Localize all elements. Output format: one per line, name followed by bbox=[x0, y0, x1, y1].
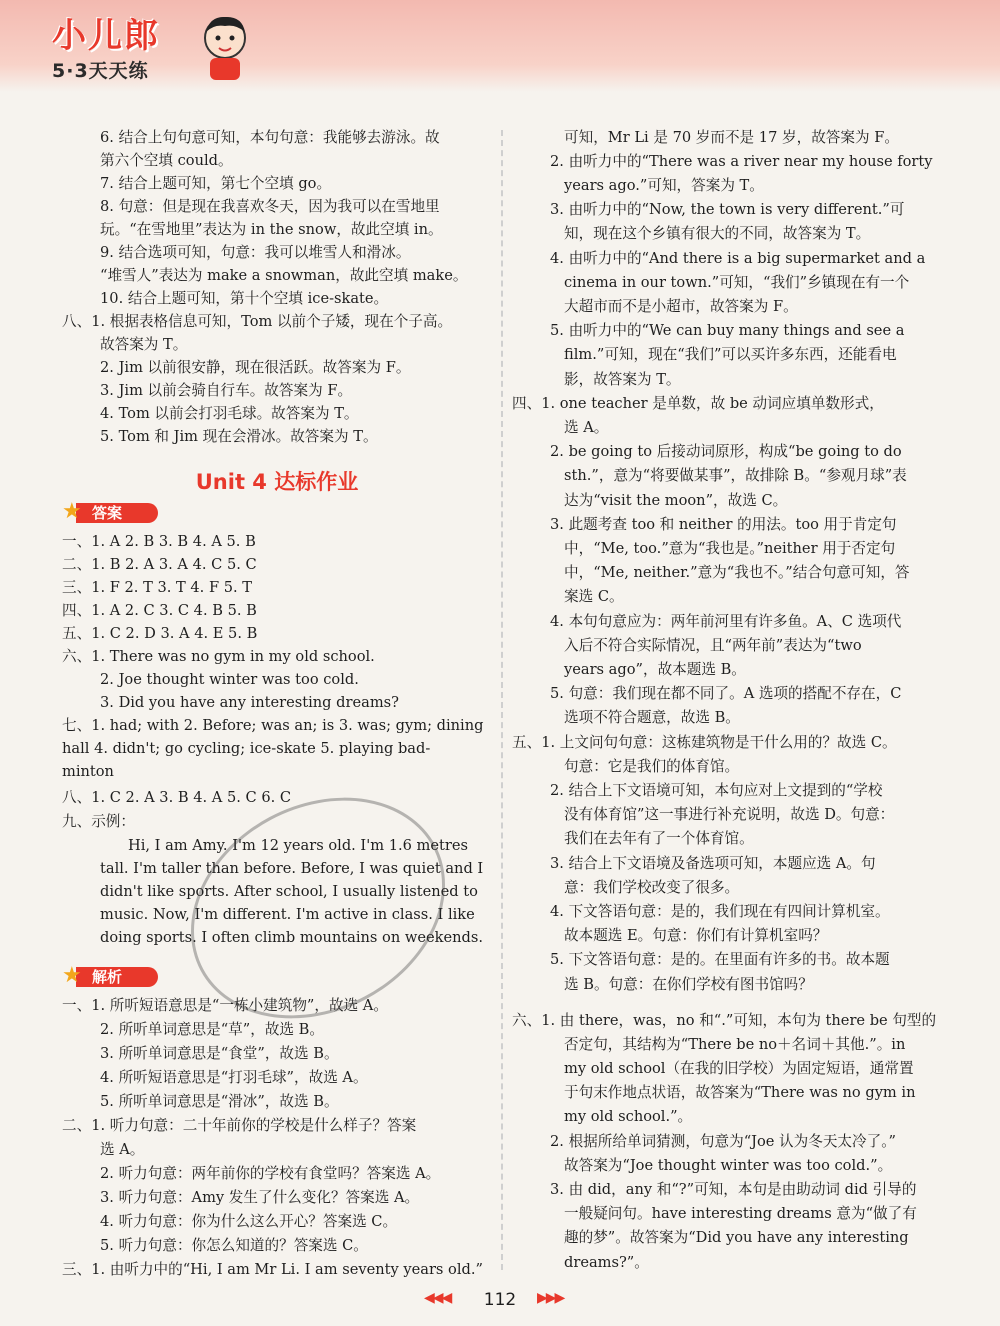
text-line: 3. 结合上下文语境及备选项可知，本题应选 A。句 bbox=[550, 855, 876, 872]
analysis-line: 4. 听力句意：你为什么这么开心？答案选 C。 bbox=[100, 1213, 398, 1230]
analysis-line: 4. 所听短语意思是“打羽毛球”，故选 A。 bbox=[100, 1069, 368, 1086]
text-line: 案选 C。 bbox=[564, 588, 624, 605]
text-line: 于句末作地点状语，故答案为“There was no gym in bbox=[564, 1084, 916, 1101]
text-line: 4. Tom 以前会打羽毛球。故答案为 T。 bbox=[100, 405, 359, 422]
text-line: 中，“Me, too.”意为“我也是。”neither 用于否定句 bbox=[564, 540, 896, 557]
page-header bbox=[0, 0, 1000, 92]
page-footer bbox=[0, 1290, 1000, 1314]
essay-line: music. Now, I'm different. I'm active in class. I like bbox=[100, 906, 475, 923]
text-line: 中，“Me, neither.”意为“我也不。”结合句意可知，答 bbox=[564, 564, 910, 581]
text-line: 4. 由听力中的“And there is a big supermarket and a bbox=[550, 250, 926, 267]
answer-line: 一、1. A 2. B 3. B 4. A 5. B bbox=[62, 533, 256, 550]
logo-subtitle: 5·3天天练 bbox=[52, 60, 149, 82]
unit-heading: Unit 4 达标作业 bbox=[195, 470, 359, 494]
essay-line: doing sports. I often climb mountains on weekends. bbox=[100, 929, 483, 946]
text-line: sth.”，意为“将要做某事”，故排除 B。“参观月球”表 bbox=[564, 467, 907, 484]
text-line: 五、1. 上文问句句意：这栋建筑物是干什么用的？故选 C。 bbox=[512, 734, 897, 751]
text-line: 5. Tom 和 Jim 现在会滑冰。故答案为 T。 bbox=[100, 428, 378, 445]
text-line: 我们在去年有了一个体育馆。 bbox=[564, 830, 754, 847]
star-icon: ★ bbox=[62, 963, 82, 988]
text-line: my old school（在我的旧学校）为固定短语，通常置 bbox=[564, 1060, 914, 1077]
text-line: 大超市而不是小超市，故答案为 F。 bbox=[564, 298, 798, 315]
text-line: 8. 句意：但是现在我喜欢冬天，因为我可以在雪地里 bbox=[100, 198, 440, 215]
analysis-line: 3. 所听单词意思是“食堂”，故选 B。 bbox=[100, 1045, 339, 1062]
text-line: 入后不符合实际情况，且“两年前”表达为“two bbox=[564, 637, 862, 654]
answer-line: hall 4. didn't; go cycling; ice-skate 5. playing bad- bbox=[62, 740, 431, 757]
text-line: 影，故答案为 T。 bbox=[564, 371, 681, 388]
text-line: 5. 句意：我们现在都不同了。A 选项的搭配不存在，C bbox=[550, 685, 902, 702]
star-icon: ★ bbox=[62, 499, 82, 524]
text-line: 故答案为“Joe thought winter was too cold.”。 bbox=[564, 1157, 893, 1174]
logo-title: 小儿郎 bbox=[52, 16, 160, 56]
text-line: 玩。“在雪地里”表达为 in the snow，故此空填 in。 bbox=[100, 221, 443, 238]
text-line: 选项不符合题意，故选 B。 bbox=[564, 709, 740, 726]
answer-line: 2. Joe thought winter was too cold. bbox=[100, 671, 359, 688]
answer-line: 五、1. C 2. D 3. A 4. E 5. B bbox=[62, 625, 258, 642]
answer-line: 四、1. A 2. C 3. C 4. B 5. B bbox=[62, 602, 257, 619]
left-arrows-icon: ◀◀◀ bbox=[424, 1290, 451, 1306]
text-line: film.”可知，现在“我们”可以买许多东西，还能看电 bbox=[564, 346, 897, 363]
analysis-line: 5. 听力句意：你怎么知道的？答案选 C。 bbox=[100, 1237, 368, 1254]
analysis-line: 三、1. 由听力中的“Hi, I am Mr Li. I am seventy years old.” bbox=[62, 1261, 483, 1278]
text-line: years ago.”可知，答案为 T。 bbox=[564, 177, 764, 194]
text-line: 故答案为 T。 bbox=[100, 336, 188, 353]
text-line: 7. 结合上题可知，第七个空填 go。 bbox=[100, 175, 332, 192]
text-line: 2. 根据所给单词猜测，句意为“Joe 认为冬天太冷了。” bbox=[550, 1133, 896, 1150]
answer-line: 七、1. had; with 2. Before; was an; is 3. was; gym; dining bbox=[62, 717, 484, 734]
brand-logo bbox=[30, 8, 270, 88]
answer-line: 九、示例： bbox=[62, 813, 135, 830]
text-line: 3. 此题考查 too 和 neither 的用法。too 用于肯定句 bbox=[550, 516, 897, 533]
text-line: 八、1. 根据表格信息可知，Tom 以前个子矮，现在个子高。 bbox=[62, 313, 453, 330]
answer-line: minton bbox=[62, 763, 114, 780]
text-line: 意：我们学校改变了很多。 bbox=[564, 879, 740, 896]
text-line: 选 B。句意：在你们学校有图书馆吗？ bbox=[564, 976, 813, 993]
text-line: dreams?”。 bbox=[564, 1254, 649, 1271]
text-line: 知，现在这个乡镇有很大的不同，故答案为 T。 bbox=[564, 225, 871, 242]
essay-line: tall. I'm taller than before. Before, I was quiet and I bbox=[100, 860, 484, 877]
text-line: 六、1. 由 there，was，no 和“.”可知，本句为 there be 句型的 bbox=[512, 1012, 937, 1029]
answer-line: 八、1. C 2. A 3. B 4. A 5. C 6. C bbox=[62, 789, 292, 806]
text-line: 四、1. one teacher 是单数，故 be 动词应填单数形式， bbox=[512, 395, 884, 412]
text-line: 2. be going to 后接动词原形，构成“be going to do bbox=[550, 443, 902, 460]
text-line: years ago”，故本题选 B。 bbox=[564, 661, 746, 678]
answer-line: 三、1. F 2. T 3. T 4. F 5. T bbox=[62, 579, 253, 596]
text-line: 3. 由听力中的“Now, the town is very different.”可 bbox=[550, 201, 905, 218]
text-line: 2. Jim 以前很安静，现在很活跃。故答案为 F。 bbox=[100, 359, 411, 376]
answer-line: 六、1. There was no gym in my old school. bbox=[62, 648, 375, 665]
text-line: 4. 下文答语句意：是的，我们现在有四间计算机室。 bbox=[550, 903, 890, 920]
text-line: 可知，Mr Li 是 70 岁而不是 17 岁，故答案为 F。 bbox=[564, 129, 899, 146]
text-line: cinema in our town.”可知，“我们”乡镇现在有一个 bbox=[564, 274, 910, 291]
analysis-line: 2. 所听单词意思是“草”，故选 B。 bbox=[100, 1021, 324, 1038]
essay-line: Hi, I am Amy. I'm 12 years old. I'm 1.6 metres bbox=[128, 837, 468, 854]
analysis-line: 2. 听力句意：两年前你的学校有食堂吗？答案选 A。 bbox=[100, 1165, 441, 1182]
text-line: 3. Jim 以前会骑自行车。故答案为 F。 bbox=[100, 382, 353, 399]
text-line: 10. 结合上题可知，第十个空填 ice-skate。 bbox=[100, 290, 389, 307]
analysis-line: 选 A。 bbox=[100, 1141, 145, 1158]
page-number: 112 bbox=[483, 1290, 517, 1310]
text-line: 选 A。 bbox=[564, 419, 609, 436]
text-line: “堆雪人”表达为 make a snowman，故此空填 make。 bbox=[100, 267, 468, 284]
mascot-boy-icon bbox=[198, 12, 252, 84]
text-line: 5. 由听力中的“We can buy many things and see a bbox=[550, 322, 905, 339]
essay-line: didn't like sports. After school, I usually listened to bbox=[100, 883, 478, 900]
text-line: 故本题选 E。句意：你们有计算机室吗？ bbox=[564, 927, 828, 944]
text-line: 6. 结合上句句意可知，本句句意：我能够去游泳。故 bbox=[100, 129, 440, 146]
text-line: 2. 由听力中的“There was a river near my house forty bbox=[550, 153, 933, 170]
text-line: 一般疑问句。have interesting dreams 意为“做了有 bbox=[564, 1205, 917, 1222]
text-line: 否定句，其结构为“There be no＋名词＋其他.”。in bbox=[564, 1036, 906, 1053]
text-line: 句意：它是我们的体育馆。 bbox=[564, 758, 740, 775]
text-line: 趣的梦”。故答案为“Did you have any interesting bbox=[564, 1229, 909, 1246]
text-line: 第六个空填 could。 bbox=[100, 152, 233, 169]
text-line: 5. 下文答语句意：是的。在里面有许多的书。故本题 bbox=[550, 951, 890, 968]
answer-line: 3. Did you have any interesting dreams? bbox=[100, 694, 399, 711]
text-line: 3. 由 did，any 和“?”可知，本句是由助动词 did 引导的 bbox=[550, 1181, 917, 1198]
text-line: 2. 结合上下文语境可知，本句应对上文提到的“学校 bbox=[550, 782, 883, 799]
text-line: 没有体育馆”这一事进行补充说明，故选 D。句意： bbox=[564, 806, 895, 823]
analysis-tag bbox=[62, 965, 172, 989]
analysis-line: 一、1. 所听短语意思是“一栋小建筑物”，故选 A。 bbox=[62, 997, 388, 1014]
analysis-line: 5. 所听单词意思是“滑冰”，故选 B。 bbox=[100, 1093, 339, 1110]
text-line: 9. 结合选项可知，句意：我可以堆雪人和滑冰。 bbox=[100, 244, 411, 261]
column-divider bbox=[501, 130, 503, 1270]
analysis-label: 解析 bbox=[92, 968, 123, 986]
analysis-line: 3. 听力句意：Amy 发生了什么变化？答案选 A。 bbox=[100, 1189, 420, 1206]
text-line: 达为“visit the moon”，故选 C。 bbox=[564, 492, 788, 509]
text-line: 4. 本句句意应为：两年前河里有许多鱼。A、C 选项代 bbox=[550, 613, 902, 630]
analysis-line: 二、1. 听力句意：二十年前你的学校是什么样子？答案 bbox=[62, 1117, 417, 1134]
answer-line: 二、1. B 2. A 3. A 4. C 5. C bbox=[62, 556, 257, 573]
answers-label: 答案 bbox=[92, 504, 123, 522]
answers-tag bbox=[62, 501, 172, 525]
text-line: my old school.”。 bbox=[564, 1108, 693, 1125]
right-arrows-icon: ▶▶▶ bbox=[537, 1290, 564, 1306]
